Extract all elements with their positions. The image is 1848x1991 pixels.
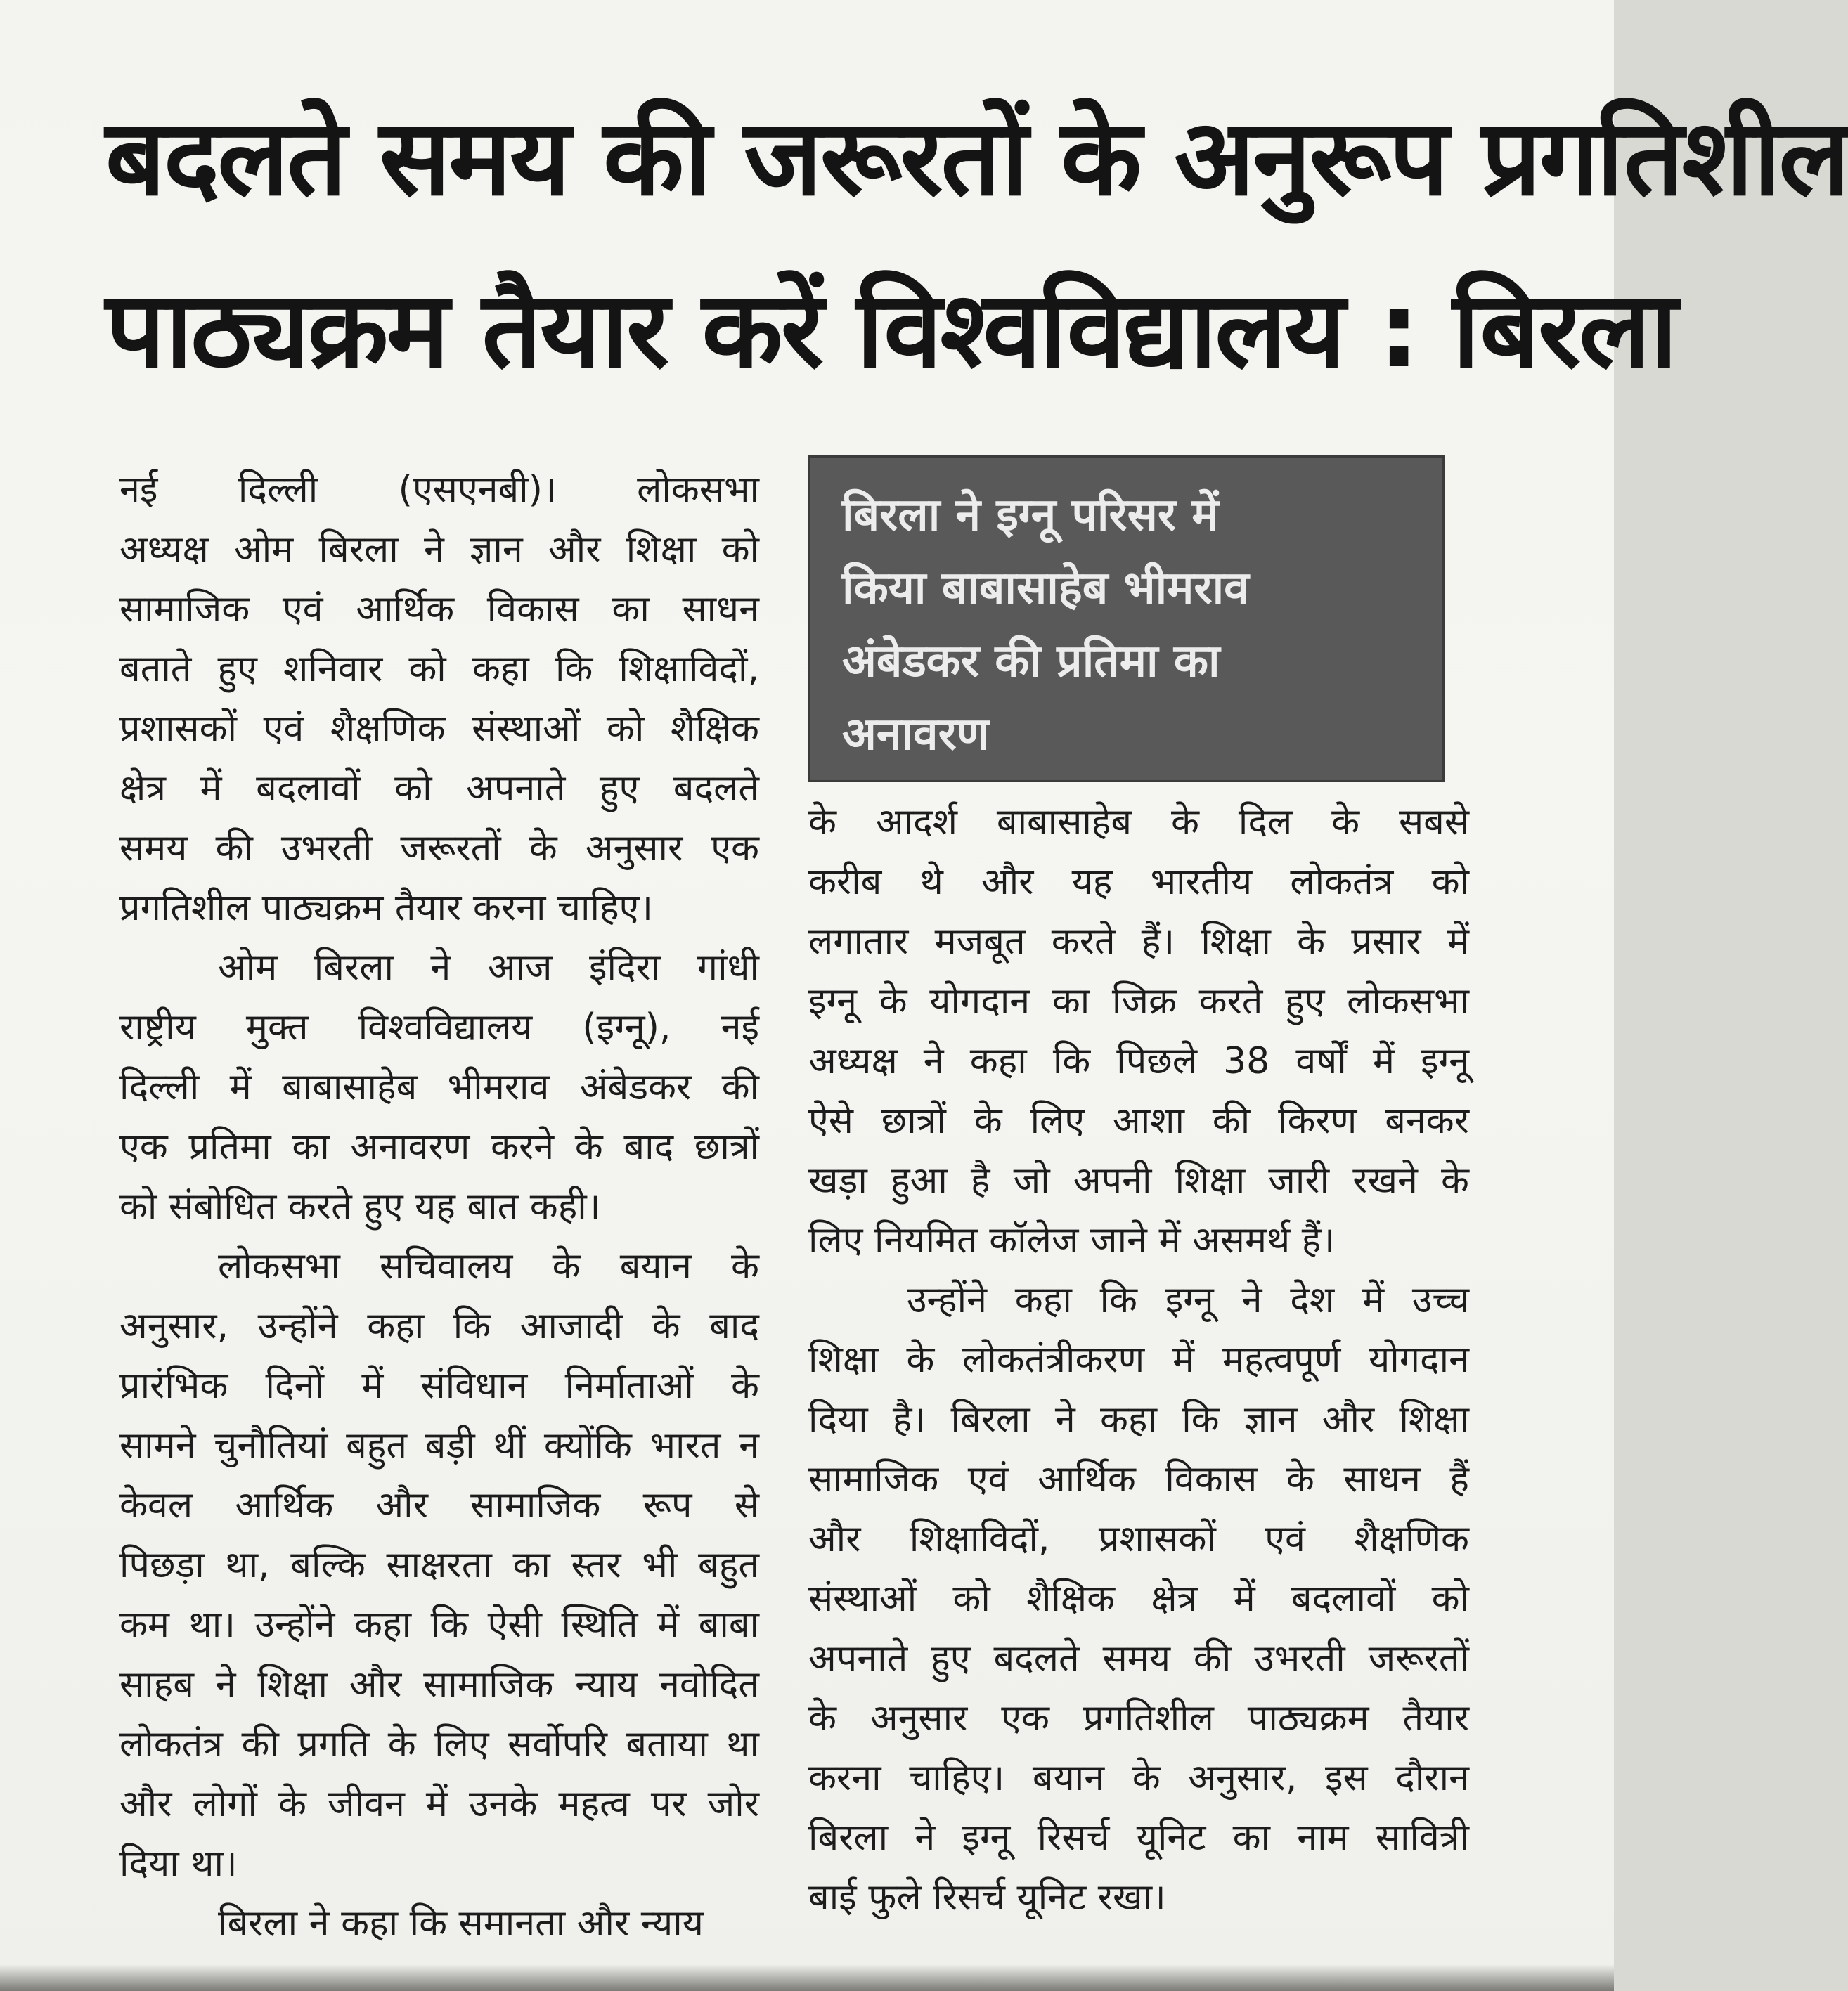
- article-line: बताते हुए शनिवार को कहा कि शिक्षाविदों,: [119, 648, 759, 690]
- article-line: राष्ट्रीय मुक्त विश्वविद्यालय (इग्नू), नई: [119, 1006, 759, 1049]
- article-line: पिछड़ा था, बल्कि साक्षरता का स्तर भी बहुत: [119, 1544, 759, 1586]
- highlight-line: किया बाबासाहेब भीमराव: [842, 562, 1249, 614]
- article-line: सामाजिक एवं आर्थिक विकास का साधन: [119, 588, 759, 630]
- article-line: बिरला ने इग्नू रिसर्च यूनिट का नाम सावित्री: [808, 1817, 1469, 1859]
- article-line: दिल्ली में बाबासाहेब भीमराव अंबेडकर की: [119, 1066, 759, 1108]
- article-line: और लोगों के जीवन में उनके महत्व पर जोर: [119, 1783, 759, 1825]
- article-line: साहब ने शिक्षा और सामाजिक न्याय नवोदित: [119, 1664, 759, 1706]
- article-column-right: [808, 793, 1469, 1928]
- article-line: अध्यक्ष ने कहा कि पिछले 38 वर्षों में इग्नू: [808, 1040, 1469, 1082]
- article-line: उन्होंने कहा कि इग्नू ने देश में उच्च: [907, 1279, 1469, 1321]
- article-line: के अनुसार एक प्रगतिशील पाठ्यक्रम तैयार: [808, 1697, 1469, 1739]
- article-line: अपनाते हुए बदलते समय की उभरती जरूरतों: [808, 1637, 1469, 1680]
- article-line: लिए नियमित कॉलेज जाने में असमर्थ हैं।: [808, 1219, 1336, 1262]
- highlight-line: अनावरण: [842, 708, 990, 760]
- article-line: दिया है। बिरला ने कहा कि ज्ञान और शिक्षा: [808, 1399, 1469, 1441]
- highlight-line: बिरला ने इग्नू परिसर में: [842, 489, 1219, 541]
- article-line: संस्थाओं को शैक्षिक क्षेत्र में बदलावों को: [808, 1578, 1469, 1620]
- article-line: अध्यक्ष ओम बिरला ने ज्ञान और शिक्षा को: [119, 528, 759, 571]
- article-line: ऐसे छात्रों के लिए आशा की किरण बनकर: [808, 1100, 1469, 1142]
- article-line: लोकतंत्र की प्रगति के लिए सर्वोपरि बताया था: [119, 1723, 759, 1765]
- article-line: क्षेत्र में बदलावों को अपनाते हुए बदलते: [119, 767, 759, 810]
- article-line: खड़ा हुआ है जो अपनी शिक्षा जारी रखने के: [808, 1160, 1469, 1202]
- article-line: सामने चुनौतियां बहुत बड़ी थीं क्योंकि भारत न: [119, 1425, 759, 1467]
- headline-line-1: बदलते समय की जरूरतों के अनुरूप प्रगतिशील: [105, 97, 1848, 219]
- page-edge-shadow: [0, 1964, 1614, 1991]
- article-line: ओम बिरला ने आज इंदिरा गांधी: [218, 947, 759, 989]
- article-line: सामाजिक एवं आर्थिक विकास के साधन हैं: [808, 1458, 1469, 1500]
- article-line: बिरला ने कहा कि समानता और न्याय: [218, 1902, 704, 1945]
- article-line: कम था। उन्होंने कहा कि ऐसी स्थिति में बाबा: [119, 1604, 759, 1646]
- article-line: इग्नू के योगदान का जिक्र करते हुए लोकसभा: [808, 980, 1469, 1023]
- article-line: के आदर्श बाबासाहेब के दिल के सबसे: [808, 801, 1469, 843]
- headline-line-2: पाठ्यक्रम तैयार करें विश्वविद्यालय : बिरला: [105, 269, 1676, 391]
- article-line: एक प्रतिमा का अनावरण करने के बाद छात्रों: [119, 1126, 759, 1168]
- article-line: लगातार मजबूत करते हैं। शिक्षा के प्रसार में: [808, 921, 1469, 963]
- article-line: करना चाहिए। बयान के अनुसार, इस दौरान: [808, 1757, 1469, 1799]
- article-line: नई दिल्ली (एसएनबी)। लोकसभा: [119, 469, 759, 511]
- article-line: दिया था।: [119, 1843, 238, 1885]
- article-line: प्रगतिशील पाठ्यक्रम तैयार करना चाहिए।: [119, 887, 654, 929]
- highlight-box: [808, 455, 1445, 782]
- article-line: प्रशासकों एवं शैक्षणिक संस्थाओं को शैक्षिक: [119, 708, 759, 750]
- article-line: लोकसभा सचिवालय के बयान के: [218, 1245, 759, 1288]
- article-line: केवल आर्थिक और सामाजिक रूप से: [119, 1484, 759, 1526]
- highlight-line: अंबेडकर की प्रतिमा का: [842, 635, 1220, 687]
- article-line: शिक्षा के लोकतंत्रीकरण में महत्वपूर्ण योगदान: [808, 1339, 1469, 1381]
- article-line: अनुसार, उन्होंने कहा कि आजादी के बाद: [119, 1305, 759, 1347]
- article-line: को संबोधित करते हुए यह बात कही।: [119, 1186, 601, 1228]
- article-line: और शिक्षाविदों, प्रशासकों एवं शैक्षणिक: [808, 1518, 1469, 1560]
- article-line: प्रारंभिक दिनों में संविधान निर्माताओं के: [119, 1365, 759, 1407]
- article-line: करीब थे और यह भारतीय लोकतंत्र को: [808, 861, 1469, 903]
- article-line: बाई फुले रिसर्च यूनिट रखा।: [808, 1876, 1166, 1919]
- article-column-left: [119, 460, 759, 1954]
- article-line: समय की उभरती जरूरतों के अनुसार एक: [119, 827, 759, 869]
